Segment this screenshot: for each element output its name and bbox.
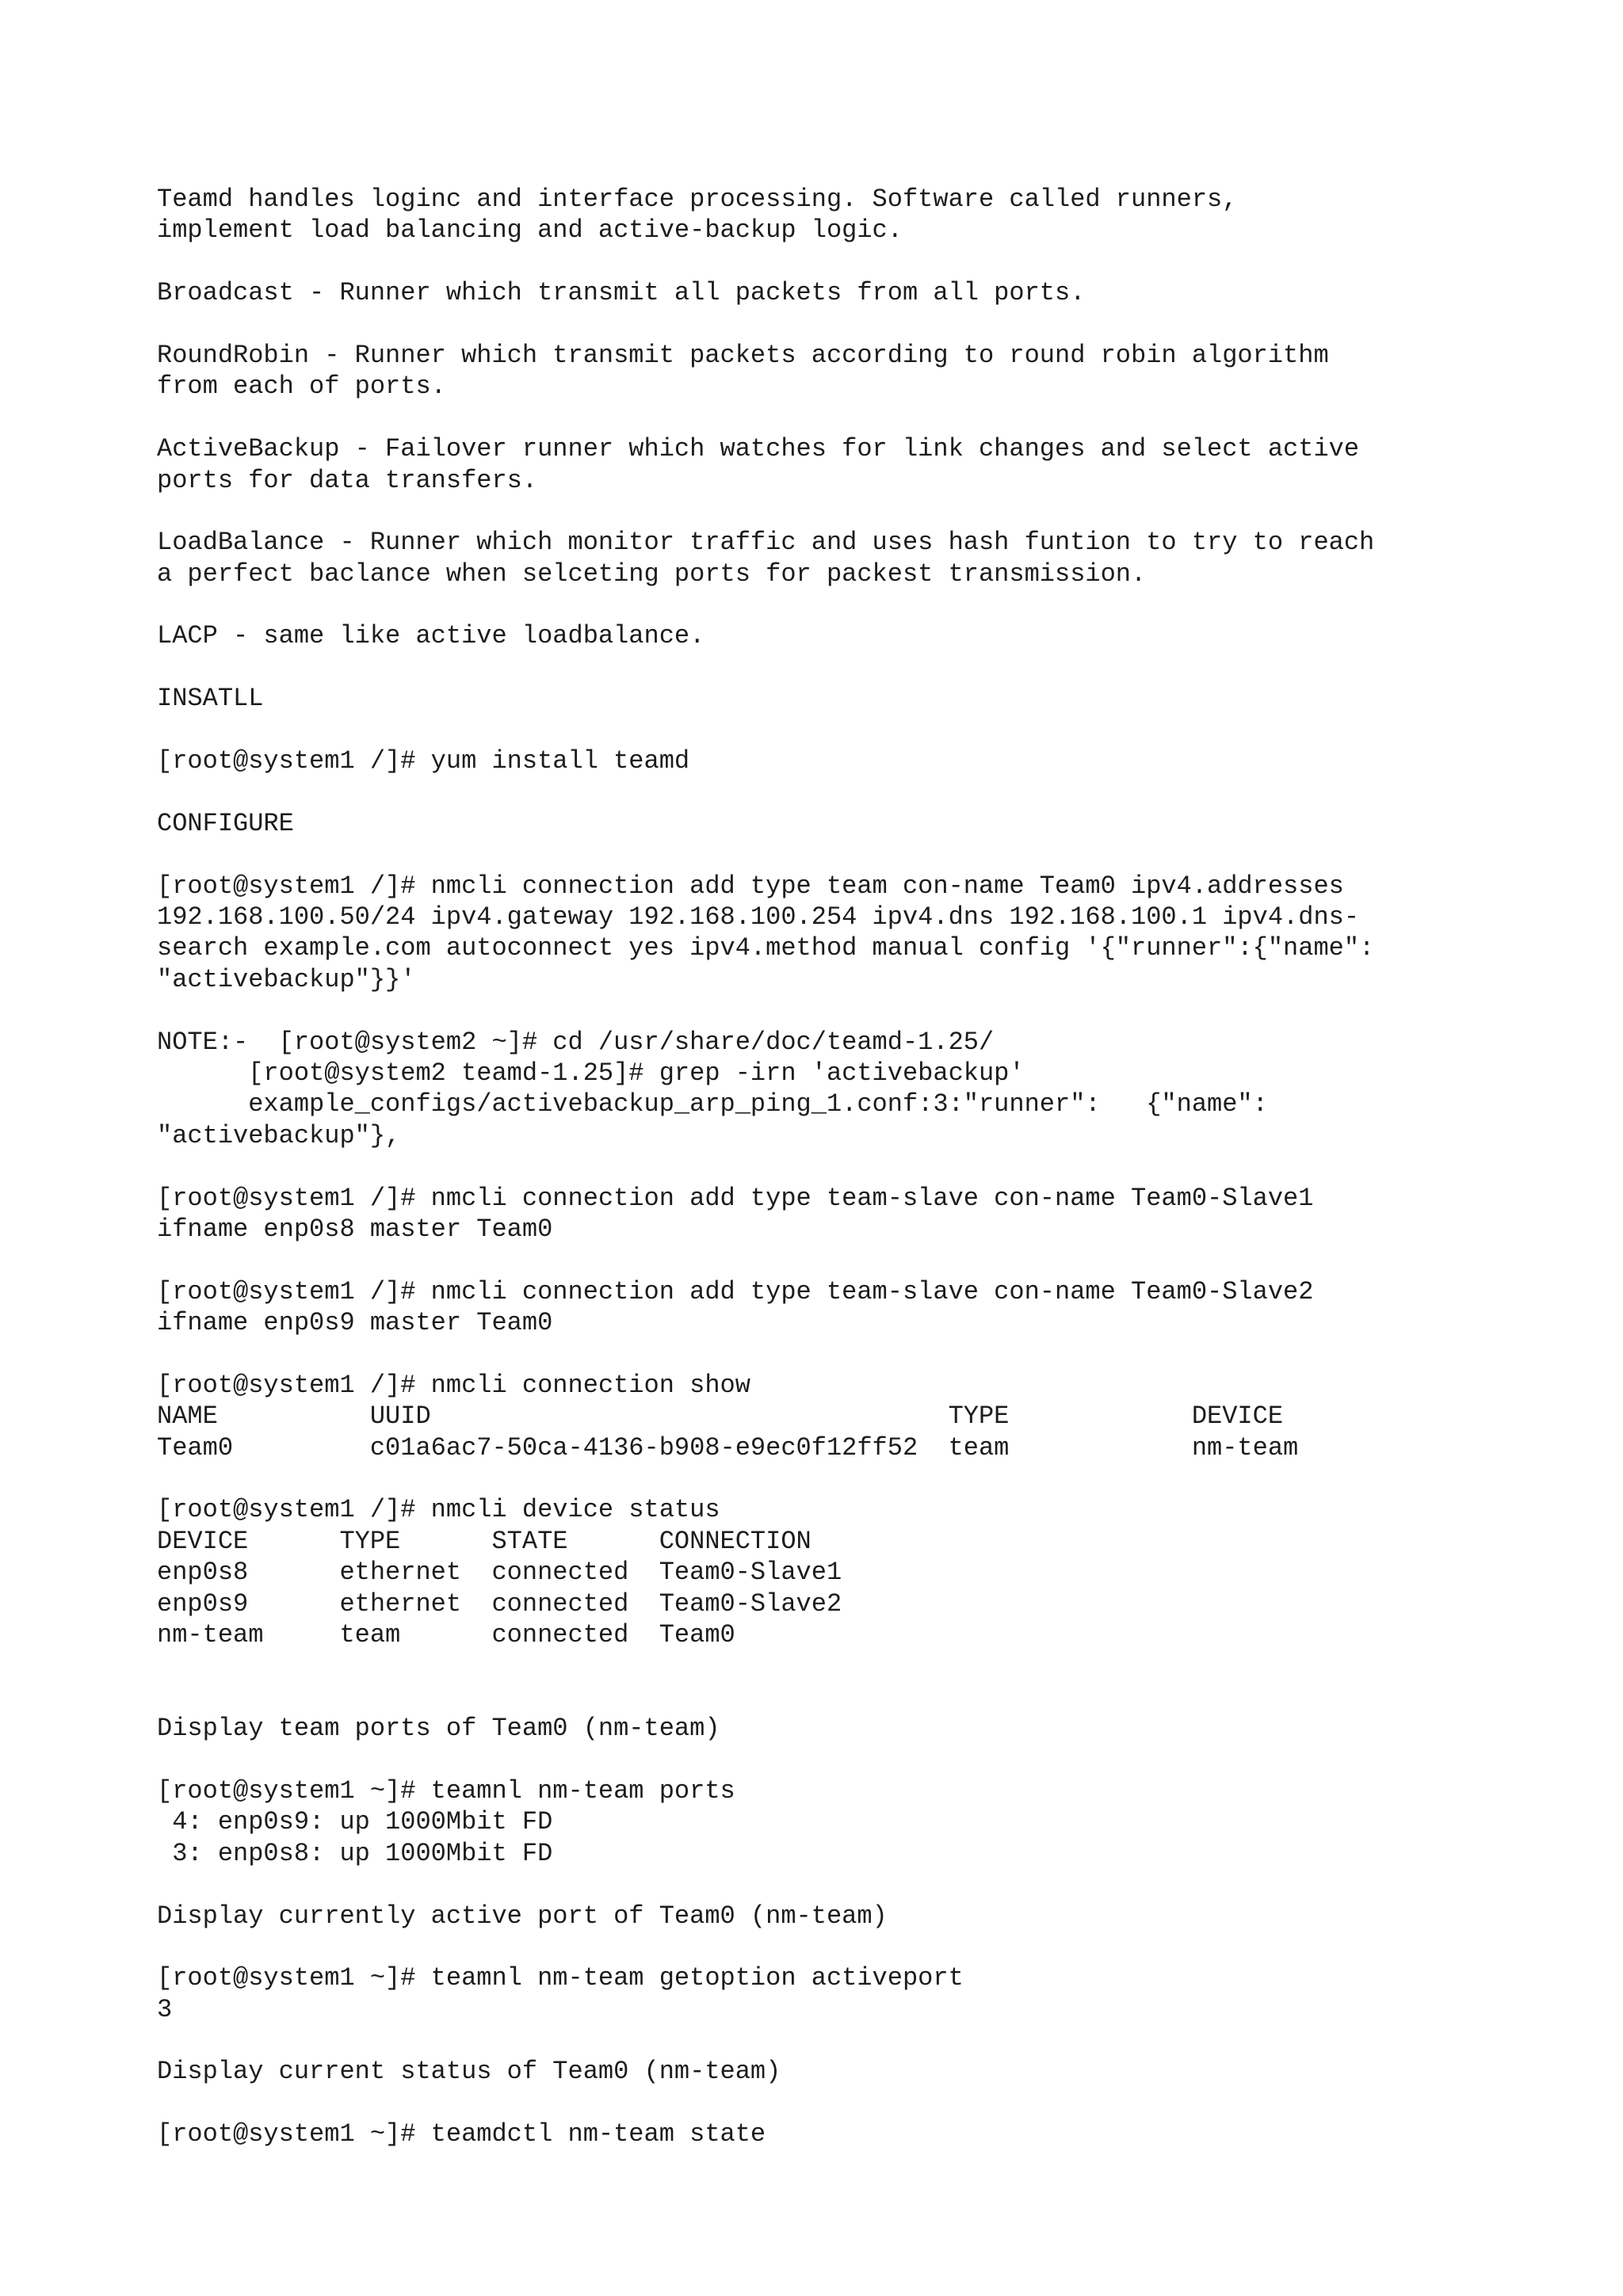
- configure-command-2: 192.168.100.50/24 ipv4.gateway 192.168.100.254 ipv4.dns 192.168.100.1 ipv4.dns-: [157, 902, 1360, 932]
- ports-output-1: 4: enp0s9: up 1000Mbit FD: [157, 1807, 553, 1837]
- slave2-command-1: [root@system1 /]# nmcli connection add type team-slave con-name Team0-Slave2: [157, 1276, 1314, 1306]
- roundrobin-description-2: from each of ports.: [157, 372, 446, 402]
- device-status-row: enp0s8 ethernet connected Team0-Slave1: [157, 1558, 842, 1588]
- intro-line-2: implement load balancing and active-backup logic.: [157, 215, 903, 246]
- device-status-header: DEVICE TYPE STATE CONNECTION: [157, 1526, 812, 1556]
- ports-output-2: 3: enp0s8: up 1000Mbit FD: [157, 1838, 553, 1868]
- slave1-command-2: ifname enp0s8 master Team0: [157, 1214, 553, 1244]
- ports-heading: Display team ports of Team0 (nm-team): [157, 1714, 720, 1744]
- ports-command: [root@system1 ~]# teamnl nm-team ports: [157, 1775, 735, 1806]
- slave2-command-2: ifname enp0s9 master Team0: [157, 1308, 553, 1338]
- intro-line-1: Teamd handles loginc and interface processing. Software called runners,: [157, 185, 1238, 214]
- configure-command-4: "activebackup"}}': [157, 964, 416, 994]
- configure-command-1: [root@system1 /]# nmcli connection add type team con-name Team0 ipv4.addresses: [157, 871, 1344, 901]
- broadcast-description: Broadcast - Runner which transmit all packets from all ports.: [157, 278, 1086, 308]
- device-status-row: enp0s9 ethernet connected Team0-Slave2: [157, 1589, 842, 1619]
- state-heading: Display current status of Team0 (nm-team): [157, 2057, 781, 2087]
- connection-show-command: [root@system1 /]# nmcli connection show: [157, 1370, 750, 1400]
- device-status-row: nm-team team connected Team0: [157, 1619, 735, 1650]
- activeport-heading: Display currently active port of Team0 (nm-team): [157, 1901, 888, 1931]
- slave1-command-1: [root@system1 /]# nmcli connection add type team-slave con-name Team0-Slave1: [157, 1183, 1314, 1213]
- lacp-description: LACP - same like active loadbalance.: [157, 621, 705, 651]
- activebackup-description-1: ActiveBackup - Failover runner which watches for link changes and select active: [157, 434, 1360, 464]
- state-command: [root@system1 ~]# teamdctl nm-team state: [157, 2119, 766, 2149]
- configure-heading: CONFIGURE: [157, 808, 294, 838]
- connection-show-header: NAME UUID TYPE DEVICE: [157, 1402, 1284, 1432]
- activeport-command: [root@system1 ~]# teamnl nm-team getoption activeport: [157, 1963, 964, 1993]
- install-command: [root@system1 /]# yum install teamd: [157, 746, 690, 776]
- note-line-1: NOTE:- [root@system2 ~]# cd /usr/share/doc/teamd-1.25/: [157, 1027, 995, 1057]
- document-page: [157, 184, 1504, 2150]
- activeport-output: 3: [157, 1994, 173, 2024]
- roundrobin-description-1: RoundRobin - Runner which transmit packets according to round robin algorithm: [157, 340, 1329, 370]
- note-line-2: [root@system2 teamd-1.25]# grep -irn 'activebackup': [157, 1058, 1025, 1088]
- loadbalance-description-2: a perfect baclance when selceting ports for packest transmission.: [157, 559, 1147, 589]
- install-heading: INSATLL: [157, 684, 264, 714]
- loadbalance-description-1: LoadBalance - Runner which monitor traffic and uses hash funtion to try to reach: [157, 528, 1375, 558]
- note-line-4: "activebackup"},: [157, 1120, 401, 1150]
- device-status-command: [root@system1 /]# nmcli device status: [157, 1495, 720, 1525]
- configure-command-3: search example.com autoconnect yes ipv4.method manual config '{"runner":{"name":: [157, 933, 1375, 963]
- connection-show-row: Team0 c01a6ac7-50ca-4136-b908-e9ec0f12ff52 team nm-team: [157, 1432, 1299, 1463]
- activebackup-description-2: ports for data transfers.: [157, 465, 538, 495]
- note-line-3: example_configs/activebackup_arp_ping_1.conf:3:"runner": {"name":: [157, 1089, 1268, 1119]
